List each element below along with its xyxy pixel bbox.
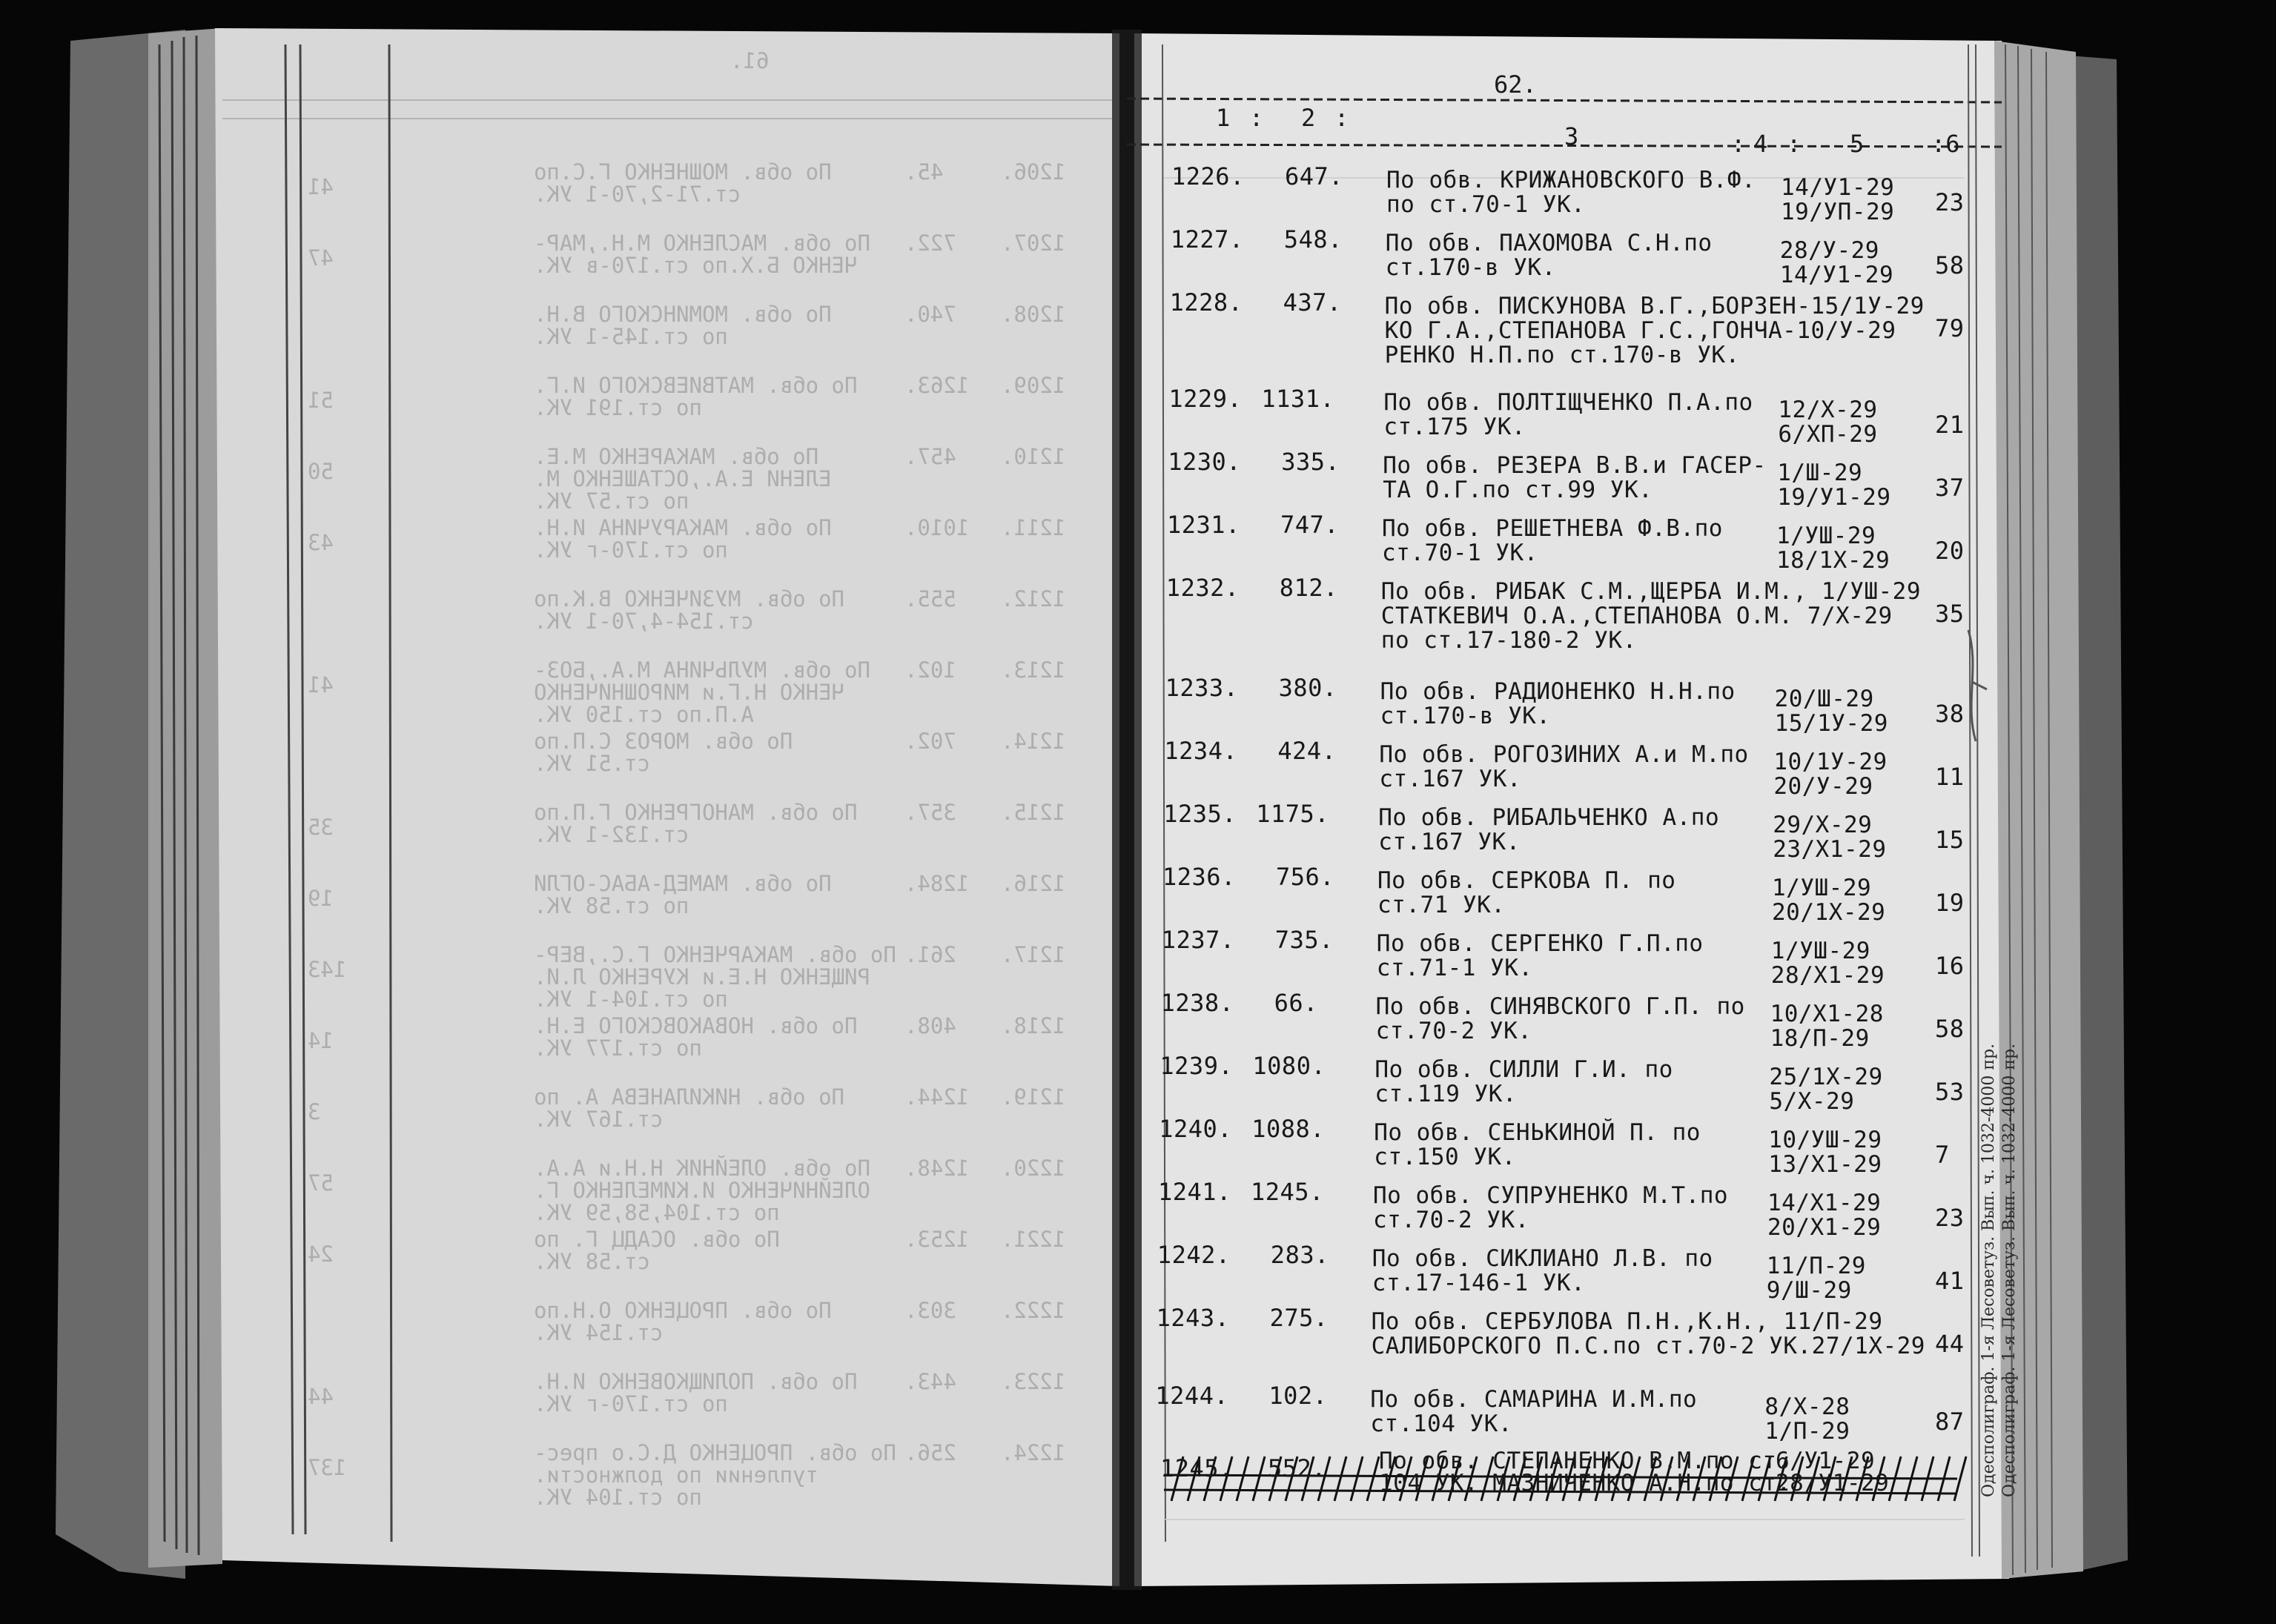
left-entry-text-line: По обв. МАТВИЕВСКОГО И.Г. <box>534 373 858 398</box>
left-entry-text-line: По обв. МУЛЬЧИНА М.А.,БОЗ- <box>534 657 870 683</box>
entry-text-line: По обв. СЕРГЕНКО Г.П.по <box>1376 930 1704 957</box>
entry-date: 29/Х-29 <box>1773 812 1873 838</box>
left-case-number: 303. <box>904 1298 956 1323</box>
entry-date: 19/У1-29 <box>1777 484 1891 511</box>
entry-text-line: По обв. ПАХОМОВА С.Н.по <box>1385 230 1713 256</box>
entry-date: 13/Х1-29 <box>1768 1151 1882 1178</box>
left-col6-value: 51 <box>308 388 334 413</box>
col-header-sep-3: : <box>1731 130 1746 158</box>
left-entry-text-line: ст.58 УК. <box>534 1249 651 1274</box>
entry-date: 10/Х1-28 <box>1770 1001 1884 1027</box>
left-entry-text-line: ст.154 УК. <box>534 1320 664 1345</box>
entry-number: 1242. <box>1157 1241 1231 1269</box>
left-case-number: 1010. <box>904 515 970 540</box>
entry-text-line: ст.170-в УК. <box>1380 703 1551 729</box>
entry-text-line: КО Г.А.,СТЕПАНОВА Г.С.,ГОНЧА-10/У-29 <box>1384 317 1896 344</box>
case-number: 812. <box>1279 574 1338 602</box>
left-entry-number: 1213. <box>1001 657 1066 683</box>
left-case-number: 722. <box>904 231 956 256</box>
entry-text-line: По обв. СУПРУНЕНКО М.Т.по <box>1373 1182 1729 1209</box>
col6-value: 87 <box>1935 1408 1965 1436</box>
col6-value: 23 <box>1935 1204 1965 1232</box>
entry-number: 1240. <box>1159 1115 1233 1143</box>
entry-number: 1243. <box>1156 1304 1230 1332</box>
left-case-number: 702. <box>904 729 956 754</box>
left-entry-text-line: туплении по должности. <box>534 1462 819 1488</box>
col6-value: 37 <box>1935 474 1965 502</box>
entry-text-line: По обв. САМАРИНА И.М.по <box>1370 1386 1698 1413</box>
entry-date: 1/УШ-29 <box>1770 938 1870 964</box>
printer-stamp-2: Одесполиграф. 1-я Лесоветуз. Вып. ч. 1032-4000 пр. <box>2000 1043 2019 1497</box>
entry-number: 1226. <box>1171 162 1245 190</box>
left-col6-value: 44 <box>308 1384 334 1409</box>
left-entry-text-line: по ст.170-г УК. <box>534 537 728 563</box>
col6-value: 44 <box>1935 1330 1965 1358</box>
left-entry-text-line: по ст.104,58,59 УК. <box>534 1200 780 1225</box>
entry-text-line: РЕНКО Н.П.по ст.170-в УК. <box>1384 342 1740 368</box>
left-entry-number: 1214. <box>1001 729 1066 754</box>
entry-text-line: ст.71 УК. <box>1377 892 1506 918</box>
left-entry-text-line: По обв. ПОЛИЩКОВЕНКО И.Н. <box>534 1369 858 1394</box>
left-entry-text-line: ЕЛЕНИ Е.А.,ОСТАШЕНКО М. <box>534 466 832 491</box>
entry-date: 18/1Х-29 <box>1776 547 1890 574</box>
left-case-number: 1263. <box>904 373 970 398</box>
case-number: 102. <box>1268 1382 1328 1410</box>
left-entry-number: 1219. <box>1001 1084 1066 1110</box>
left-entry-text-line: По обв. ПРОЦЕНКО Д.С.о прес- <box>534 1440 896 1465</box>
struck-entry-date: 28/У1-29 <box>1776 1470 1890 1497</box>
col-header-4: 4 <box>1753 130 1768 158</box>
col6-value: 16 <box>1935 952 1965 980</box>
left-page-number: 61. <box>730 48 770 73</box>
left-entry-text-line: По обв. МАКАРЕНКО М.Е. <box>534 444 819 469</box>
left-case-number: 1284. <box>904 871 970 896</box>
left-entry-text-line: По обв. МОРОЗ С.П.по <box>534 729 793 754</box>
entry-text-line: ст.167 УК. <box>1378 829 1521 855</box>
entry-number: 1236. <box>1162 863 1236 891</box>
entry-text-line: По обв. КРИЖАНОВСКОГО В.Ф. <box>1386 167 1756 193</box>
entry-date: 1/УШ-29 <box>1776 523 1876 549</box>
left-col6-value: 57 <box>308 1170 334 1196</box>
col6-value: 41 <box>1935 1267 1965 1295</box>
struck-entry-date: 6/У1-29 <box>1776 1448 1876 1474</box>
col-header-5: 5 <box>1850 130 1865 158</box>
left-entry-number: 1222. <box>1001 1298 1066 1323</box>
left-entry-number: 1212. <box>1001 586 1066 612</box>
col6-value: 20 <box>1935 537 1965 565</box>
left-case-number: 443. <box>904 1369 956 1394</box>
left-entry-text-line: По обв. НИКИЛАНЕВА А. по <box>534 1084 845 1110</box>
entry-text-line: ст.17-146-1 УК. <box>1372 1270 1586 1296</box>
left-case-number: 357. <box>904 800 956 825</box>
left-entry-number: 1215. <box>1001 800 1066 825</box>
struck-case-number: 552. <box>1268 1454 1327 1482</box>
entry-text-line: САЛИБОРСКОГО П.С.по ст.70-2 УК.27/1Х-29 <box>1371 1333 1925 1359</box>
left-entry-text-line: По обв. МАНОГРЕНКО Г.П.по <box>534 800 858 825</box>
entry-date: 28/Х1-29 <box>1770 962 1885 989</box>
col6-value: 7 <box>1935 1141 1950 1169</box>
case-number: 437. <box>1283 288 1342 316</box>
left-entry-text-line: ОЛЕЙНИЧЕНКО И.КИМЕЛЕНКО Г. <box>534 1178 870 1203</box>
case-number: 735. <box>1274 926 1334 954</box>
entry-text-line: ст.104 УК. <box>1370 1411 1513 1437</box>
entry-date: 20/1Х-29 <box>1772 899 1886 926</box>
entry-number: 1235. <box>1163 800 1237 828</box>
left-entry-text-line: По обв. НОВАКОВСКОГО Е.Н. <box>534 1013 858 1038</box>
left-entry-text-line: по ст.170-г УК. <box>534 1391 728 1416</box>
entry-text-line: ст.70-2 УК. <box>1375 1018 1532 1044</box>
col6-value: 79 <box>1935 314 1965 342</box>
col-header-3: 3 <box>1564 122 1579 150</box>
entry-date: 14/У1-29 <box>1781 174 1895 201</box>
entry-number: 1234. <box>1164 737 1238 765</box>
left-entry-number: 1220. <box>1001 1156 1066 1181</box>
col6-value: 58 <box>1935 1015 1965 1043</box>
struck-entry-number: 1245. <box>1160 1454 1234 1482</box>
col6-value: 15 <box>1935 826 1965 854</box>
left-case-number: 457. <box>904 444 956 469</box>
case-number: 1131. <box>1261 385 1335 413</box>
left-entry-text-line: РИЩЕНКО Н.Е.и КУРЕНКО Л.И. <box>534 964 870 990</box>
entry-number: 1244. <box>1155 1382 1229 1410</box>
left-entry-number: 1223. <box>1001 1369 1066 1394</box>
left-case-number: 740. <box>904 302 956 327</box>
entry-text-line: По обв. СИКЛИАНО Л.В. по <box>1372 1245 1713 1272</box>
entry-number: 1237. <box>1161 926 1235 954</box>
entry-number: 1228. <box>1169 288 1243 316</box>
case-number: 747. <box>1280 511 1340 539</box>
entry-number: 1227. <box>1170 225 1244 253</box>
entry-date: 8/Х-28 <box>1764 1393 1850 1420</box>
entry-text-line: По обв. РАДИОНЕНКО Н.Н.по <box>1380 678 1736 705</box>
left-case-number: 102. <box>904 657 956 683</box>
entry-date: 23/Х1-29 <box>1773 836 1887 863</box>
left-col6-value: 41 <box>308 672 334 697</box>
left-col6-value: 41 <box>308 174 334 199</box>
entry-date: 20/Ш-29 <box>1774 686 1874 712</box>
entry-date: 10/УШ-29 <box>1768 1127 1882 1153</box>
case-number: 66. <box>1274 989 1318 1017</box>
left-entry-text-line: по ст.177 УК. <box>534 1035 702 1061</box>
left-entry-number: 1207. <box>1001 231 1066 256</box>
left-entry-text-line: по ст.58 УК. <box>534 893 689 918</box>
left-col6-value: 24 <box>308 1242 334 1267</box>
entry-text-line: По обв. РЕШЕТНЕВА Ф.В.по <box>1382 515 1723 542</box>
entry-text-line: По обв. СЕРКОВА П. по <box>1377 867 1676 894</box>
col6-value: 19 <box>1935 889 1965 917</box>
left-entry-text-line: ст.132-1 УК. <box>534 822 689 847</box>
left-entry-text-line: по ст.104 УК. <box>534 1485 702 1510</box>
entry-date: 9/Ш-29 <box>1766 1277 1852 1304</box>
left-col6-value: 43 <box>308 530 334 555</box>
left-entry-number: 1218. <box>1001 1013 1066 1038</box>
left-entry-number: 1210. <box>1001 444 1066 469</box>
entry-number: 1231. <box>1167 511 1240 539</box>
case-number: 275. <box>1269 1304 1329 1332</box>
left-case-number: 261. <box>904 942 956 967</box>
case-number: 380. <box>1278 674 1337 702</box>
entry-date: 20/Х1-29 <box>1767 1214 1882 1241</box>
entry-number: 1230. <box>1168 448 1242 476</box>
left-entry-number: 1208. <box>1001 302 1066 327</box>
left-entry-number: 1216. <box>1001 871 1066 896</box>
entry-date: 19/УП-29 <box>1781 199 1895 225</box>
entry-text-line: ст.70-2 УК. <box>1373 1207 1529 1233</box>
col-header-sep-4: : <box>1787 130 1802 158</box>
entry-text-line: ст.167 УК. <box>1379 766 1522 792</box>
entry-date: 18/П-29 <box>1770 1025 1870 1052</box>
entry-text-line: ТА О.Г.по ст.99 УК. <box>1383 477 1653 503</box>
entry-text-line: По обв. СИЛЛИ Г.И. по <box>1374 1056 1673 1083</box>
left-case-number: 1244. <box>904 1084 970 1110</box>
entry-date: 25/1Х-29 <box>1769 1064 1883 1090</box>
left-col6-value: 35 <box>308 815 334 840</box>
left-entry-text-line: По обв. МАКАРЧЕНКО Г.С.,ВЕР- <box>534 942 896 967</box>
entry-text-line: По обв. СЕРБУЛОВА П.Н.,К.Н., 11/П-29 <box>1371 1308 1883 1335</box>
entry-text-line: По обв. ПОЛТІЩЧЕНКО П.А.по <box>1383 389 1753 416</box>
entry-date: 6/ХП-29 <box>1778 421 1878 448</box>
col-header-1: 1 <box>1216 104 1231 132</box>
left-entry-text-line: А.П.по ст.150 УК. <box>534 702 754 727</box>
entry-number: 1239. <box>1159 1052 1234 1080</box>
gutter-shadow <box>1112 30 1142 1590</box>
col-header-sep-1: : <box>1249 104 1264 132</box>
col-header-2: 2 <box>1301 104 1316 132</box>
case-number: 424. <box>1277 737 1337 765</box>
entry-date: 10/1У-29 <box>1773 749 1888 775</box>
left-entry-text-line: ст.154-4,70-1 УК. <box>534 609 754 634</box>
col6-value: 58 <box>1935 251 1965 279</box>
left-entry-text-line: ст.51 УК. <box>534 751 651 776</box>
left-entry-text-line: По обв. МОШНЕНКО Г.С.по <box>534 159 832 185</box>
struck-entry-text-line: 104 УК. МАЗНИЧЕНКО А.Н.по ст. <box>1379 1470 1791 1497</box>
left-col6-value: 143 <box>308 957 347 982</box>
right-page-number: 62. <box>1494 70 1537 99</box>
left-entry-text-line: По обв. МАМЕД-АБАС-ОГЛИ <box>534 871 832 896</box>
left-col6-value: 137 <box>308 1455 347 1480</box>
col6-value: 38 <box>1935 700 1965 728</box>
left-entry-text-line: по ст.145-1 УК. <box>534 324 728 349</box>
left-entry-text-line: по ст.57 УК. <box>534 488 689 514</box>
case-number: 1245. <box>1251 1178 1324 1206</box>
entry-text-line: по ст.17-180-2 УК. <box>1380 627 1637 654</box>
left-entry-text-line: По обв. МАСЛЕНКО М.Н.,МАР- <box>534 231 870 256</box>
entry-date: 20/У-29 <box>1773 773 1873 800</box>
left-entry-number: 1209. <box>1001 373 1066 398</box>
left-entry-number: 1206. <box>1001 159 1066 185</box>
col6-value: 53 <box>1935 1078 1965 1106</box>
entry-date: 1/УШ-29 <box>1772 875 1872 901</box>
left-entry-text-line: По обв. МУЗИЧЕНКО В.К.по <box>534 586 845 612</box>
case-number: 1080. <box>1252 1052 1326 1080</box>
case-number: 1175. <box>1256 800 1330 828</box>
entry-number: 1233. <box>1165 674 1239 702</box>
left-entry-text-line: по ст.191 УК. <box>534 395 702 420</box>
left-entry-text-line: по ст.104-1 УК. <box>534 987 728 1012</box>
left-col6-value: 50 <box>308 459 334 484</box>
entry-date: 5/Х-29 <box>1769 1088 1855 1115</box>
left-entry-text-line: По обв. ПРОЦЕНКО О.Н.по <box>534 1298 832 1323</box>
col6-value: 11 <box>1935 763 1965 791</box>
entry-date: 11/П-29 <box>1766 1253 1866 1279</box>
entry-text-line: По обв. РЕЗЕРА В.В.и ГАСЕР- <box>1383 452 1767 479</box>
left-case-number: 555. <box>904 586 956 612</box>
left-case-number: 1253. <box>904 1227 970 1252</box>
entry-text-line: СТАТКЕВИЧ О.А.,СТЕПАНОВА О.М. 7/Х-29 <box>1380 603 1893 629</box>
left-entry-number: 1211. <box>1001 515 1066 540</box>
left-entry-number: 1217. <box>1001 942 1066 967</box>
left-entry-text-line: По обв. ОСАДЦ Г. по <box>534 1227 780 1252</box>
entry-text-line: По обв. РОГОЗИНИХ А.и М.по <box>1379 741 1749 768</box>
left-case-number: 408. <box>904 1013 956 1038</box>
left-col6-value: 14 <box>308 1028 334 1053</box>
entry-text-line: ст.175 УК. <box>1383 414 1526 440</box>
entry-text-line: ст.71-1 УК. <box>1376 955 1533 981</box>
left-entry-number: 1224. <box>1001 1440 1066 1465</box>
case-number: 548. <box>1283 225 1343 253</box>
left-col6-value: 19 <box>308 886 334 911</box>
case-number: 1088. <box>1251 1115 1326 1143</box>
col6-value: 21 <box>1935 411 1965 439</box>
left-case-number: 256. <box>904 1440 956 1465</box>
entry-number: 1238. <box>1160 989 1234 1017</box>
entry-date: 1/Ш-29 <box>1777 460 1863 486</box>
entry-date: 14/У1-29 <box>1779 262 1894 288</box>
left-entry-text-line: ст.71-2,70-1 УК. <box>534 182 741 207</box>
entry-number: 1232. <box>1165 574 1240 602</box>
entry-number: 1241. <box>1158 1178 1231 1206</box>
left-case-number: 1248. <box>904 1156 970 1181</box>
entry-text-line: По обв. РИБАЛЬЧЕНКО А.по <box>1378 804 1720 831</box>
col6-value: 23 <box>1935 188 1965 216</box>
entry-text-line: ст.170-в УК. <box>1385 254 1556 281</box>
entry-date: 14/Х1-29 <box>1767 1190 1882 1216</box>
entry-text-line: По обв. СИНЯВСКОГО Г.П. по <box>1375 993 1745 1020</box>
entry-number: 1229. <box>1168 385 1243 413</box>
left-case-number: 45. <box>904 159 944 185</box>
entry-text-line: По обв. РИБАК С.М.,ЩЕРБА И.М., 1/УШ-29 <box>1380 578 1922 605</box>
entry-text-line: По обв. СЕНЬКИНОЙ П. по <box>1374 1119 1701 1146</box>
case-number: 335. <box>1281 448 1340 476</box>
entry-text-line: по ст.70-1 УК. <box>1386 191 1586 218</box>
entry-date: 12/Х-29 <box>1778 397 1878 423</box>
left-entry-text-line: ЧЕНКО Б.Х.по ст.170-в УК. <box>534 253 858 278</box>
col-header-6: :6 <box>1931 130 1960 158</box>
entry-date: 15/1У-29 <box>1774 710 1888 737</box>
left-col6-value: 47 <box>308 245 334 271</box>
printer-stamp-1: Одесполиграф. 1-я Лесоветуз. Вып. ч. 1032-4000 пр. <box>1979 1043 1998 1497</box>
left-entry-number: 1221. <box>1001 1227 1066 1252</box>
left-entry-text-line: ЧЕНКО Н.Г.и МИРОШНИЧЕНКО <box>534 680 845 705</box>
left-col6-value: 3 <box>308 1099 321 1124</box>
case-number: 283. <box>1270 1241 1329 1269</box>
left-entry-text-line: По обв. ОЛЕЙНИК Н.Н.и А.А. <box>534 1156 870 1181</box>
entry-date: 1/П-29 <box>1764 1418 1850 1445</box>
entry-date: 28/У-29 <box>1779 237 1879 264</box>
struck-entry-text-line: По обв. СТЕПАНЕНКО В.М.по ст. <box>1379 1448 1791 1474</box>
left-entry-text-line: По обв. МОМИНСКОГО В.Н. <box>534 302 832 327</box>
col6-value: 35 <box>1935 600 1965 628</box>
entry-text-line: ст.70-1 УК. <box>1382 540 1538 566</box>
entry-text-line: ст.150 УК. <box>1374 1144 1516 1170</box>
case-number: 756. <box>1276 863 1335 891</box>
left-entry-text-line: По обв. МАКАРУЧИНА И.Н. <box>534 515 832 540</box>
col-header-sep-2: : <box>1334 104 1349 132</box>
entry-text-line: ст.119 УК. <box>1374 1081 1518 1107</box>
entry-text-line: По обв. ПИСКУНОВА В.Г.,БОРЗЕН-15/1У-29 <box>1384 293 1925 319</box>
left-entry-text-line: ст.167 УК. <box>534 1107 664 1132</box>
case-number: 647. <box>1285 162 1344 190</box>
